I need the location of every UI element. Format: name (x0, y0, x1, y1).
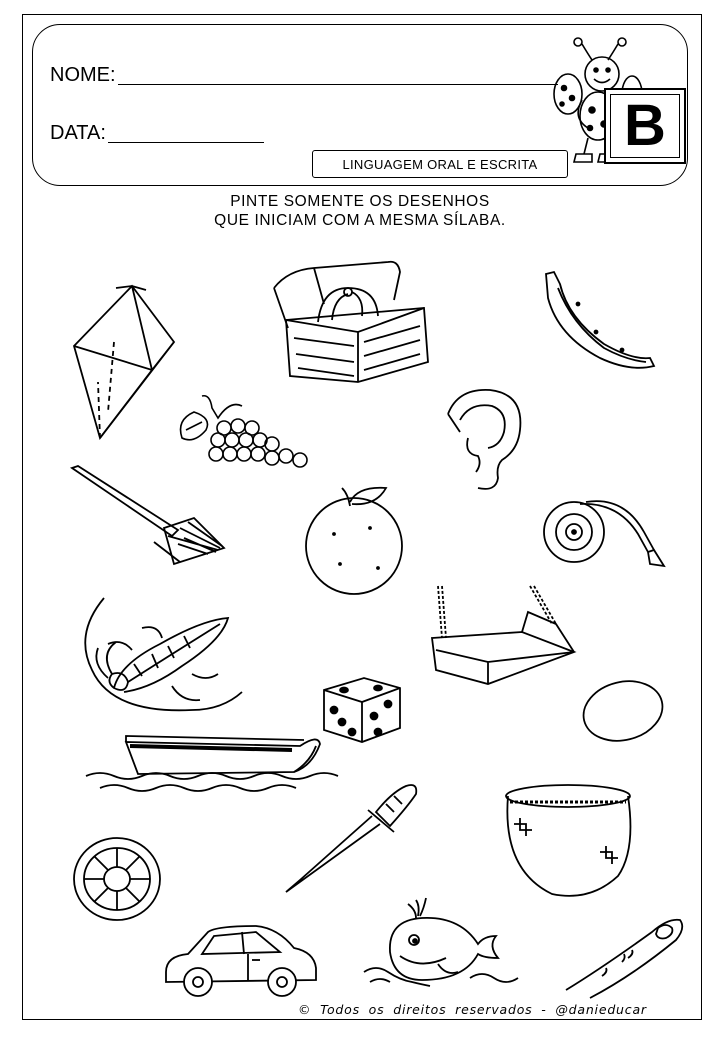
ear-icon[interactable] (438, 384, 528, 496)
treasure-chest-icon[interactable] (268, 258, 432, 386)
car-icon[interactable] (160, 922, 322, 1002)
broom-icon[interactable] (68, 464, 232, 566)
name-field[interactable] (118, 84, 558, 85)
egg-icon[interactable] (580, 678, 666, 744)
whale-icon[interactable] (360, 896, 526, 992)
banana-icon[interactable] (538, 268, 660, 374)
instructions (0, 192, 720, 230)
copyright-footer: © Todos os direitos reservados - @danieducar (298, 1002, 647, 1017)
swing-icon[interactable] (428, 584, 580, 688)
letter-card (604, 88, 686, 164)
orange-icon[interactable] (300, 484, 410, 596)
instruction-line-1: PINTE SOMENTE OS DESENHOS (230, 193, 490, 210)
bucket-icon[interactable] (500, 780, 636, 900)
instruction-line-2: QUE INICIAM COM A MESMA SÍLABA. (214, 212, 506, 229)
subject-label: LINGUAGEM ORAL E ESCRITA (312, 150, 568, 178)
measuring-tape-icon[interactable] (540, 488, 670, 570)
finger-icon[interactable] (562, 910, 688, 998)
name-label: NOME: (50, 64, 116, 86)
letter-display: B (610, 94, 680, 158)
kite-icon[interactable] (70, 282, 180, 442)
wheel-icon[interactable] (70, 834, 164, 924)
date-field[interactable] (108, 142, 264, 143)
grapes-icon[interactable] (172, 390, 318, 472)
date-label: DATA: (50, 122, 106, 144)
cockroach-icon[interactable] (72, 594, 248, 724)
knife-icon[interactable] (282, 782, 422, 894)
